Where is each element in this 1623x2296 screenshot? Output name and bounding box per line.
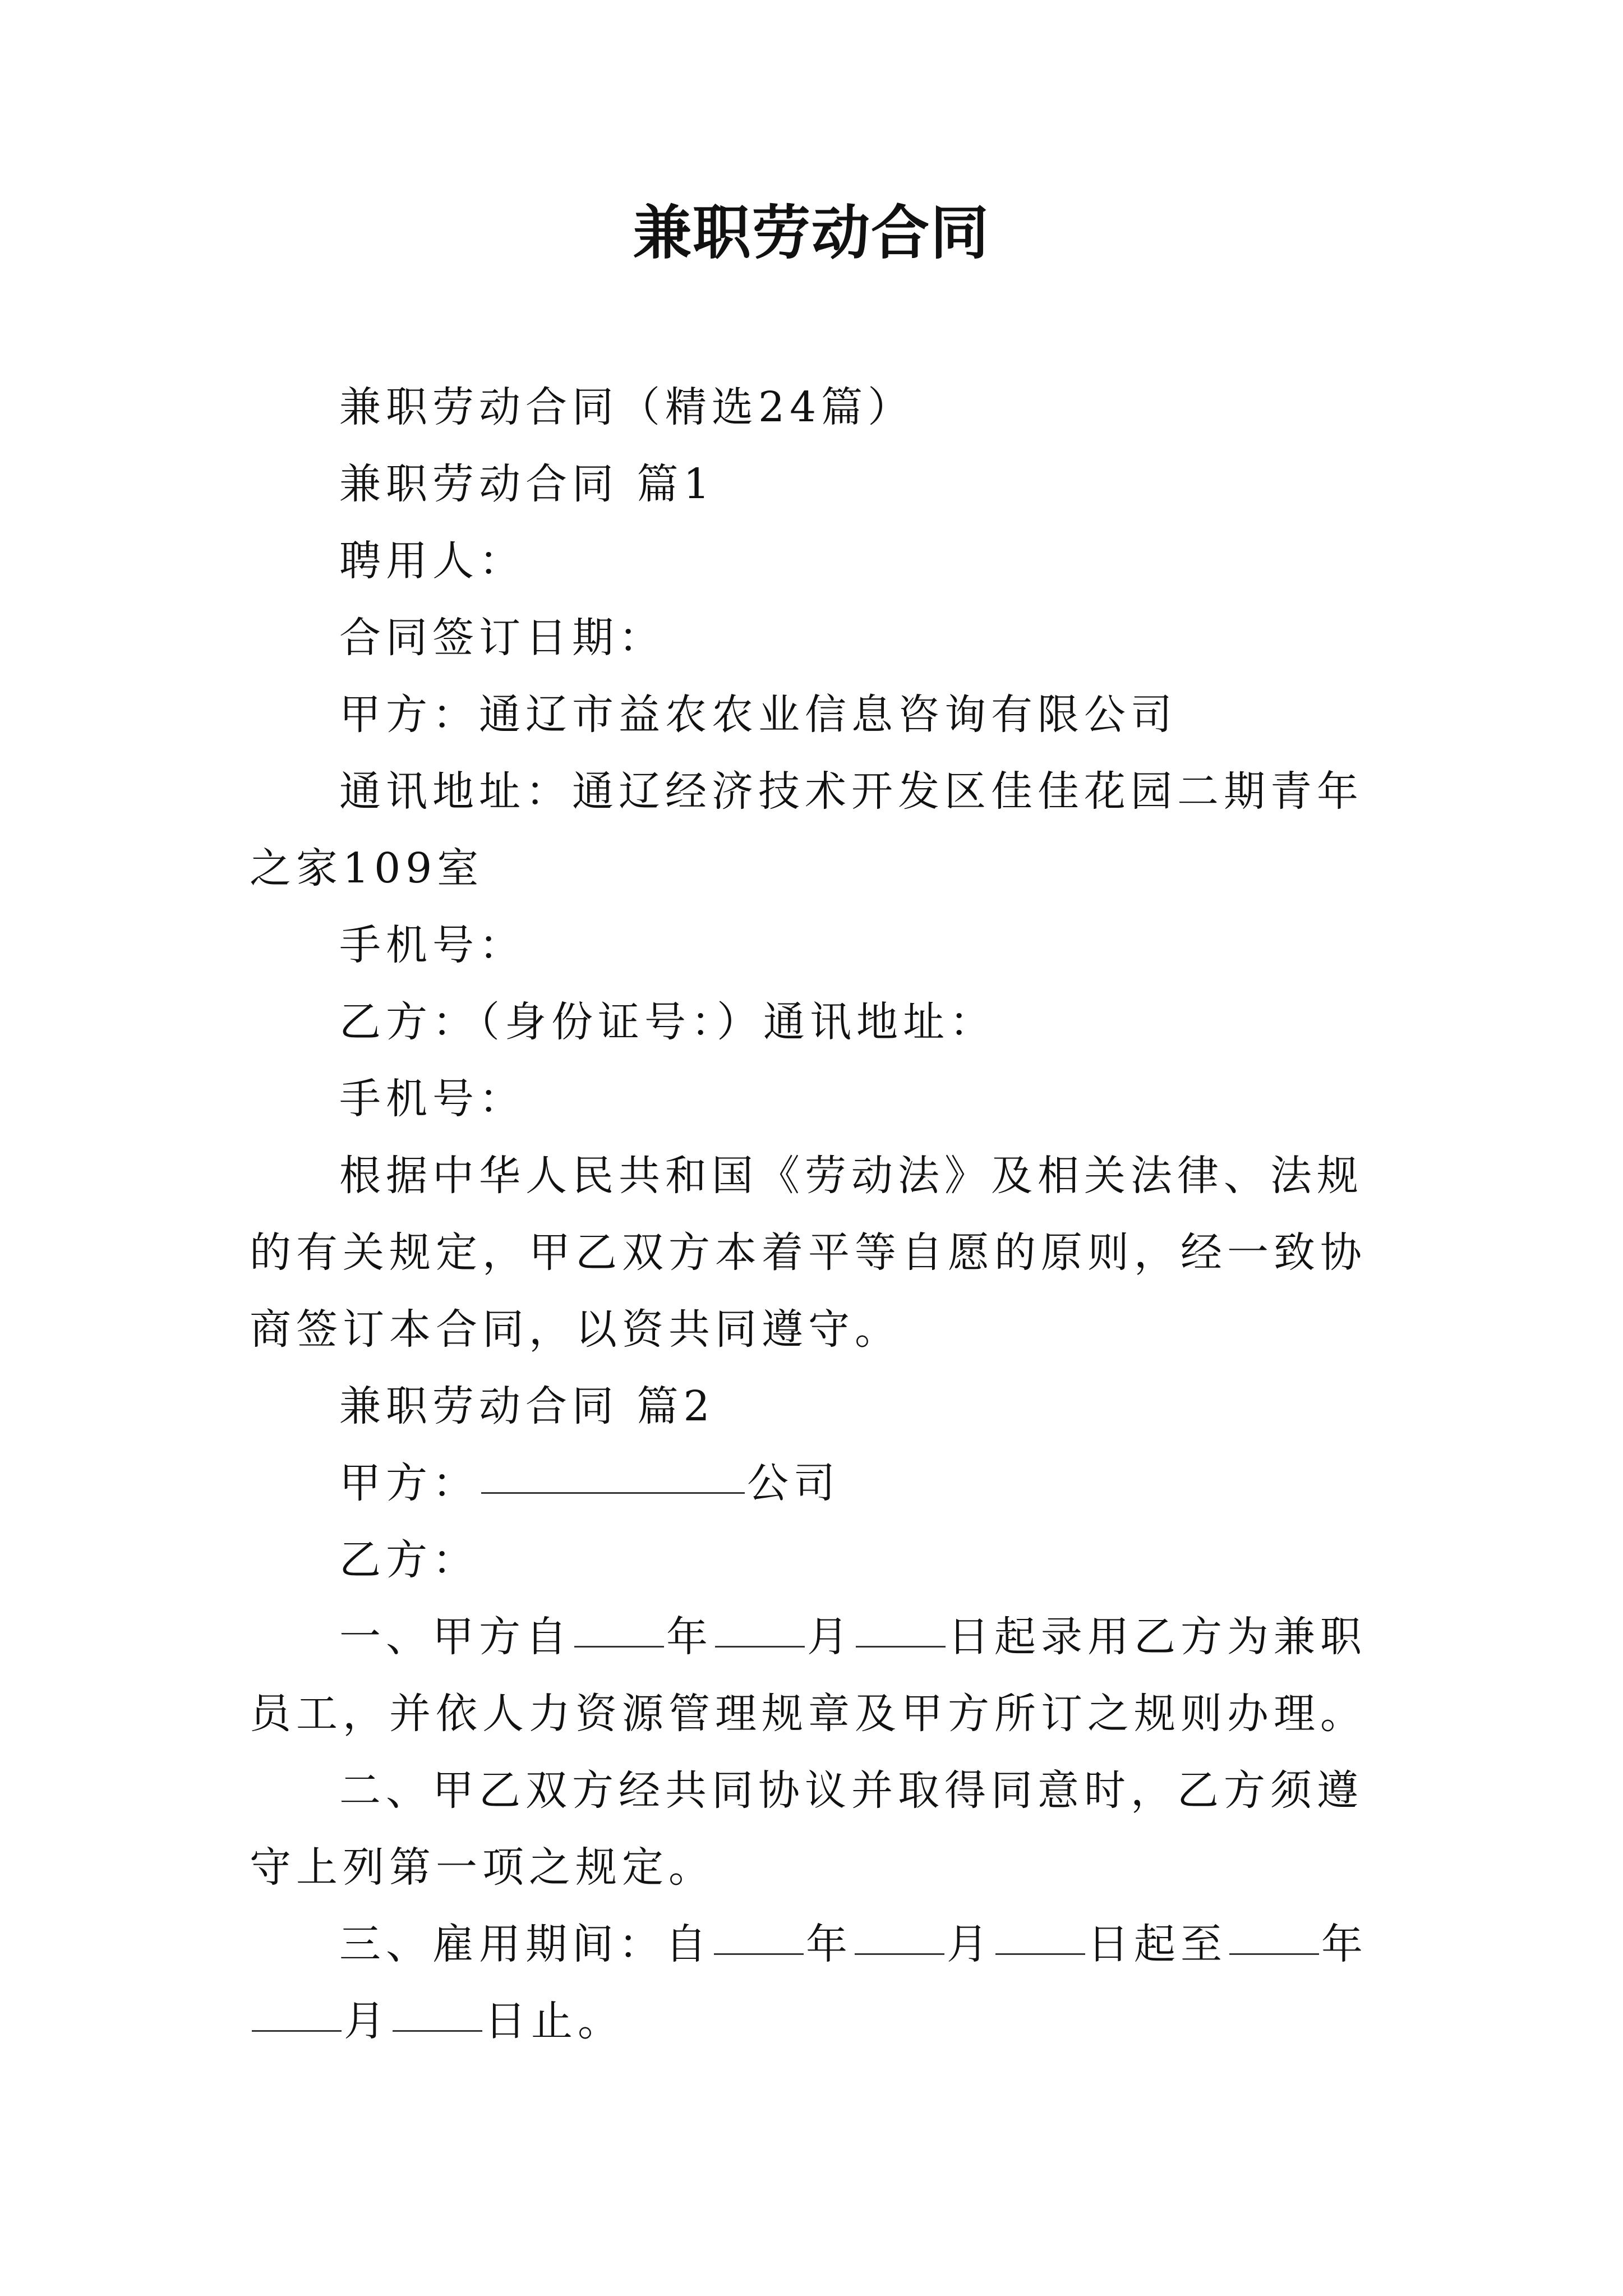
paragraph-party-b-phone: 手机号： xyxy=(339,1075,525,1123)
clause-1-text: 一、甲方自 xyxy=(339,1613,572,1661)
blank-line xyxy=(1229,1914,1319,1955)
paragraph-clause-1 xyxy=(250,1599,1382,1752)
paragraph-party-b: 乙方：（身份证号：）通讯地址： xyxy=(339,998,996,1046)
paragraph-clause-2: 二、甲乙双方经共同协议并取得同意时，乙方须遵守上列第一项之规定。 xyxy=(250,1766,1363,1892)
paragraph-party-a-phone: 手机号： xyxy=(339,921,525,969)
clause-3-text: 月 xyxy=(947,1920,993,1968)
clause-1-text: 年 xyxy=(666,1613,713,1661)
paragraph-party-a-blank xyxy=(250,1445,1382,1522)
clause-1-text: 月 xyxy=(807,1613,854,1661)
clause-3-text: 三、雇用期间：自 xyxy=(339,1920,712,1968)
clause-3-text: 月 xyxy=(344,1997,390,2045)
paragraph-sign-date: 合同签订日期： xyxy=(339,614,665,662)
blank-line xyxy=(856,1607,946,1648)
document-title: 兼职劳动合同 xyxy=(633,198,990,267)
paragraph-subtitle: 兼职劳动合同（精选24篇） xyxy=(339,383,915,431)
clause-3-text: 日起至 xyxy=(1087,1920,1227,1968)
party-a-prefix: 甲方： xyxy=(339,1459,479,1507)
blank-line xyxy=(481,1453,745,1494)
blank-line xyxy=(714,1914,804,1955)
clause-1-text: 日起录用乙方为兼职员工，并依人力资源管理规章及甲方所订之规则办理。 xyxy=(250,1613,1367,1738)
clause-3-text: 年 xyxy=(806,1920,852,1968)
blank-line xyxy=(252,1991,342,2032)
paragraph-legal-basis: 根据中华人民共和国《劳动法》及相关法律、法规的有关规定，甲乙双方本着平等自愿的原则，经一致协商签订本合同，以资共同遵守。 xyxy=(250,1152,1367,1354)
paragraph-party-a-address: 通讯地址：通辽经济技术开发区佳佳花园二期青年之家109室 xyxy=(250,767,1363,892)
clause-3-text: 年 xyxy=(1321,1920,1368,1968)
paragraph-party-b-blank: 乙方： xyxy=(339,1536,479,1584)
blank-line xyxy=(855,1914,944,1955)
blank-line xyxy=(995,1914,1085,1955)
blank-line xyxy=(574,1607,664,1648)
clause-3-text: 日止。 xyxy=(485,1997,624,2045)
paragraph-party-a-company: 甲方：通辽市益农农业信息咨询有限公司 xyxy=(339,691,1177,739)
paragraph-section-2-heading: 兼职劳动合同 篇2 xyxy=(339,1382,715,1430)
blank-line xyxy=(715,1607,805,1648)
document-body xyxy=(250,369,1382,2060)
party-a-suffix: 公司 xyxy=(747,1459,840,1507)
paragraph-employer: 聘用人： xyxy=(339,537,525,585)
blank-line xyxy=(393,1991,482,2032)
paragraph-section-1-heading: 兼职劳动合同 篇1 xyxy=(339,460,715,508)
paragraph-clause-3 xyxy=(250,1906,1382,2060)
